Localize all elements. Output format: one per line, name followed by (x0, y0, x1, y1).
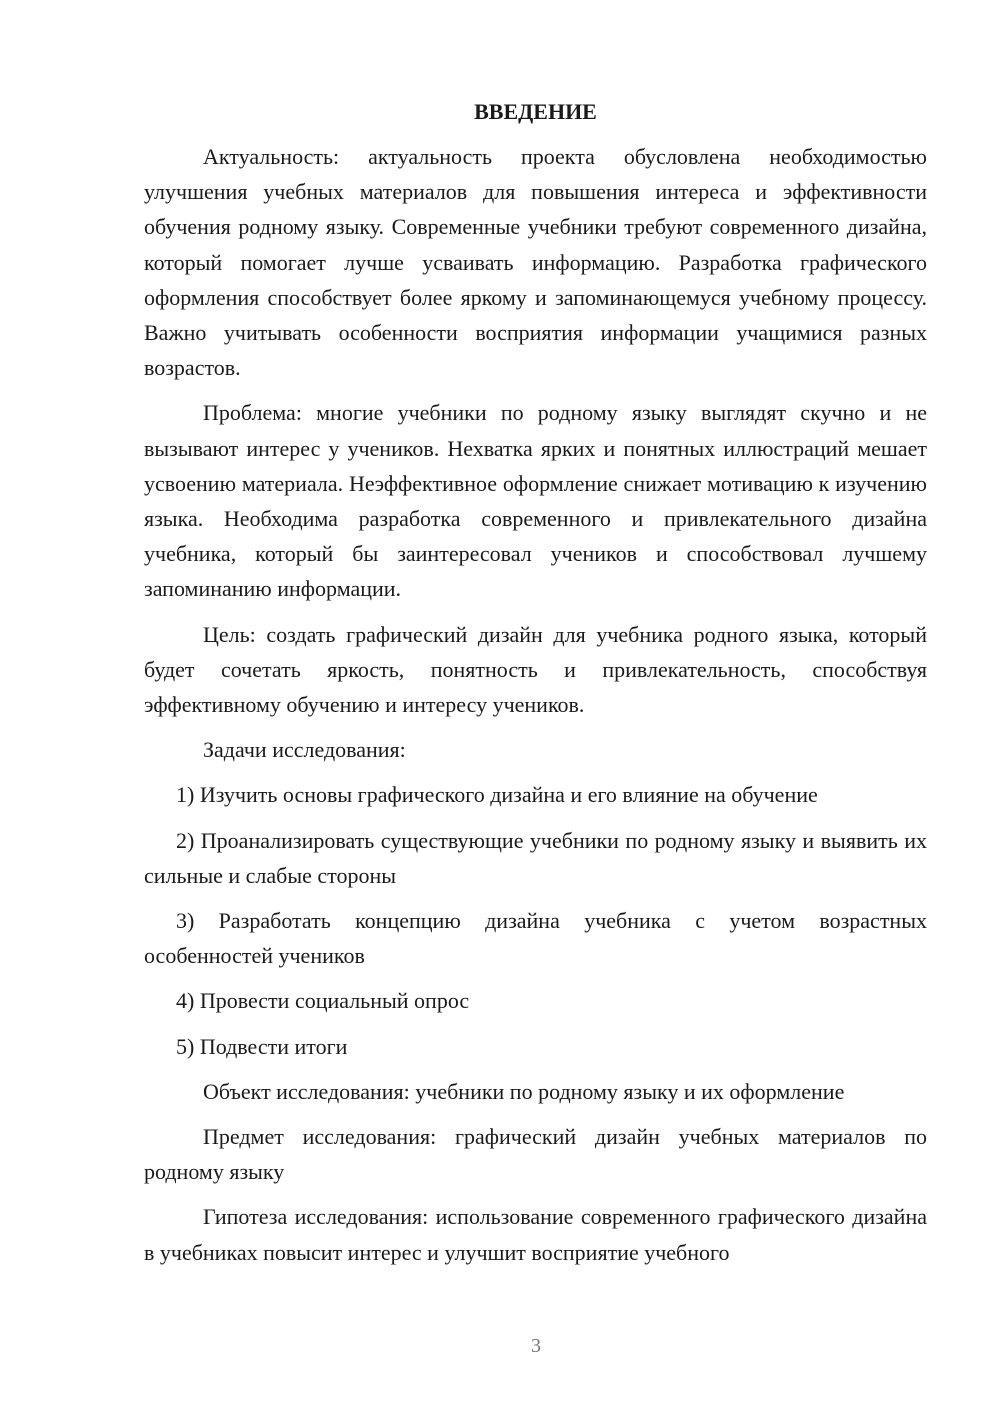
subject-paragraph: Предмет исследования: графический дизайн учебных материалов по родному языку (144, 1124, 927, 1185)
task-item-2: 2) Проанализировать существующие учебники по родному языку и выявить их сильные и слабые стороны (144, 827, 927, 888)
task-item-5: 5) Подвести итоги (176, 1033, 348, 1059)
page-content (144, 94, 927, 1280)
tasks-heading: Задачи исследования: (203, 737, 406, 763)
relevance-paragraph: Актуальность: актуальность проекта обусловлена необходимостью улучшения учебных материалов для повышения интереса и эффективности обучения родному языку. Современные учебники требуют современного дизайна, который помогает лучше усваивать информацию. Разработка графического оформления способствует более яркому и запоминающемуся учебному процессу. Важно учитывать особенности восприятия информации учащимися разных возрастов. (144, 144, 927, 381)
task-item-4: 4) Провести социальный опрос (176, 988, 470, 1014)
problem-paragraph: Проблема: многие учебники по родному языку выглядят скучно и не вызывают интерес у учеников. Нехватка ярких и понятных иллюстраций мешает усвоению материала. Неэффективное оформление снижает мотивацию к изучению языка. Необходима разработка современного и привлекательного дизайна учебника, который бы заинтересовал учеников и способствовал лучшему запоминанию информации. (144, 400, 927, 602)
goal-paragraph: Цель: создать графический дизайн для учебника родного языка, который будет сочетать яркость, понятность и привлекательность, способствуя эффективному обучению и интересу учеников. (144, 621, 927, 718)
hypothesis-paragraph: Гипотеза исследования: использование современного графического дизайна в учебниках повысит интерес и улучшит восприятие учебного (144, 1204, 927, 1265)
task-item-3: 3) Разработать концепцию дизайна учебника с учетом возрастных особенностей учеников (144, 908, 927, 969)
task-item-1: 1) Изучить основы графического дизайна и его влияние на обучение (176, 782, 818, 808)
page-number: 3 (531, 1335, 541, 1357)
object-paragraph: Объект исследования: учебники по родному языку и их оформление (203, 1078, 845, 1104)
page-title: ВВЕДЕНИЕ (474, 99, 597, 124)
